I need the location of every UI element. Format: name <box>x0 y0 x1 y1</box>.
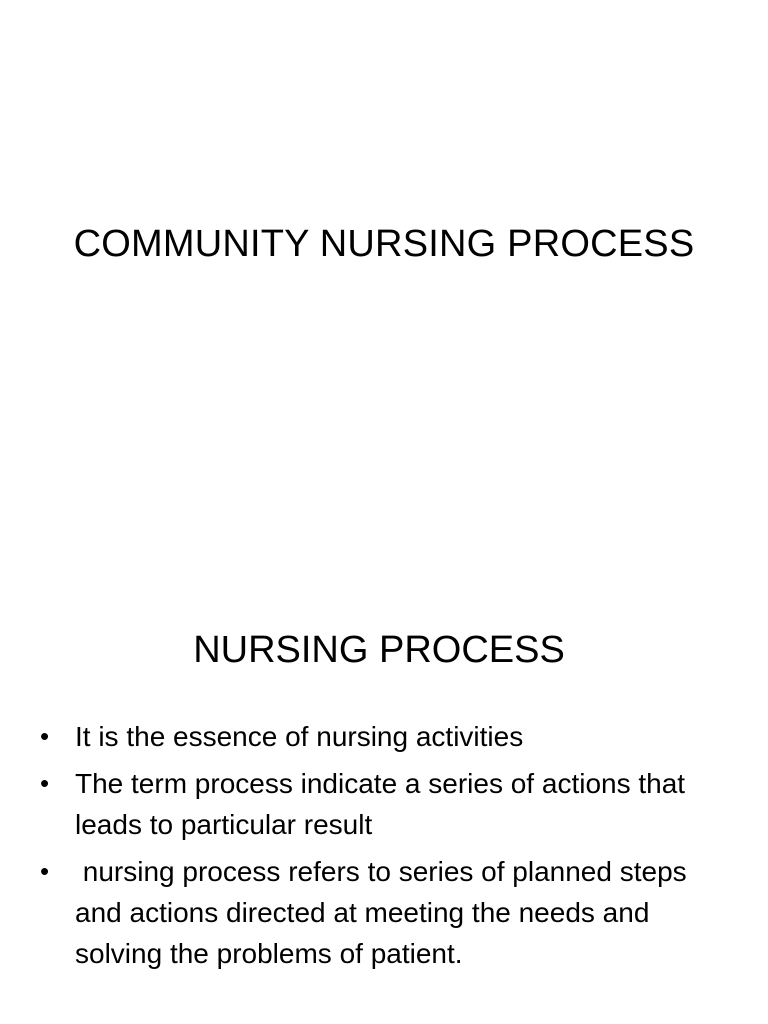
bullet-icon: • <box>40 856 50 886</box>
slide-content <box>0 576 768 1024</box>
bullet-item <box>40 851 720 974</box>
bullet-text: It is the essence of nursing activities <box>75 721 524 752</box>
bullet-text: nursing process refers to series of planned steps and actions directed at meeting the needs and solving the problems of patient. <box>75 856 695 969</box>
bullet-icon: • <box>40 721 50 751</box>
bullet-text: The term process indicate a series of actions that leads to particular result <box>75 768 693 840</box>
bullet-icon: • <box>40 768 50 798</box>
bullet-list <box>40 716 720 980</box>
bullet-item <box>40 763 720 845</box>
slide-title-heading: COMMUNITY NURSING PROCESS <box>73 223 695 265</box>
bullet-item <box>40 716 720 757</box>
slide-content-heading: NURSING PROCESS <box>193 629 565 671</box>
